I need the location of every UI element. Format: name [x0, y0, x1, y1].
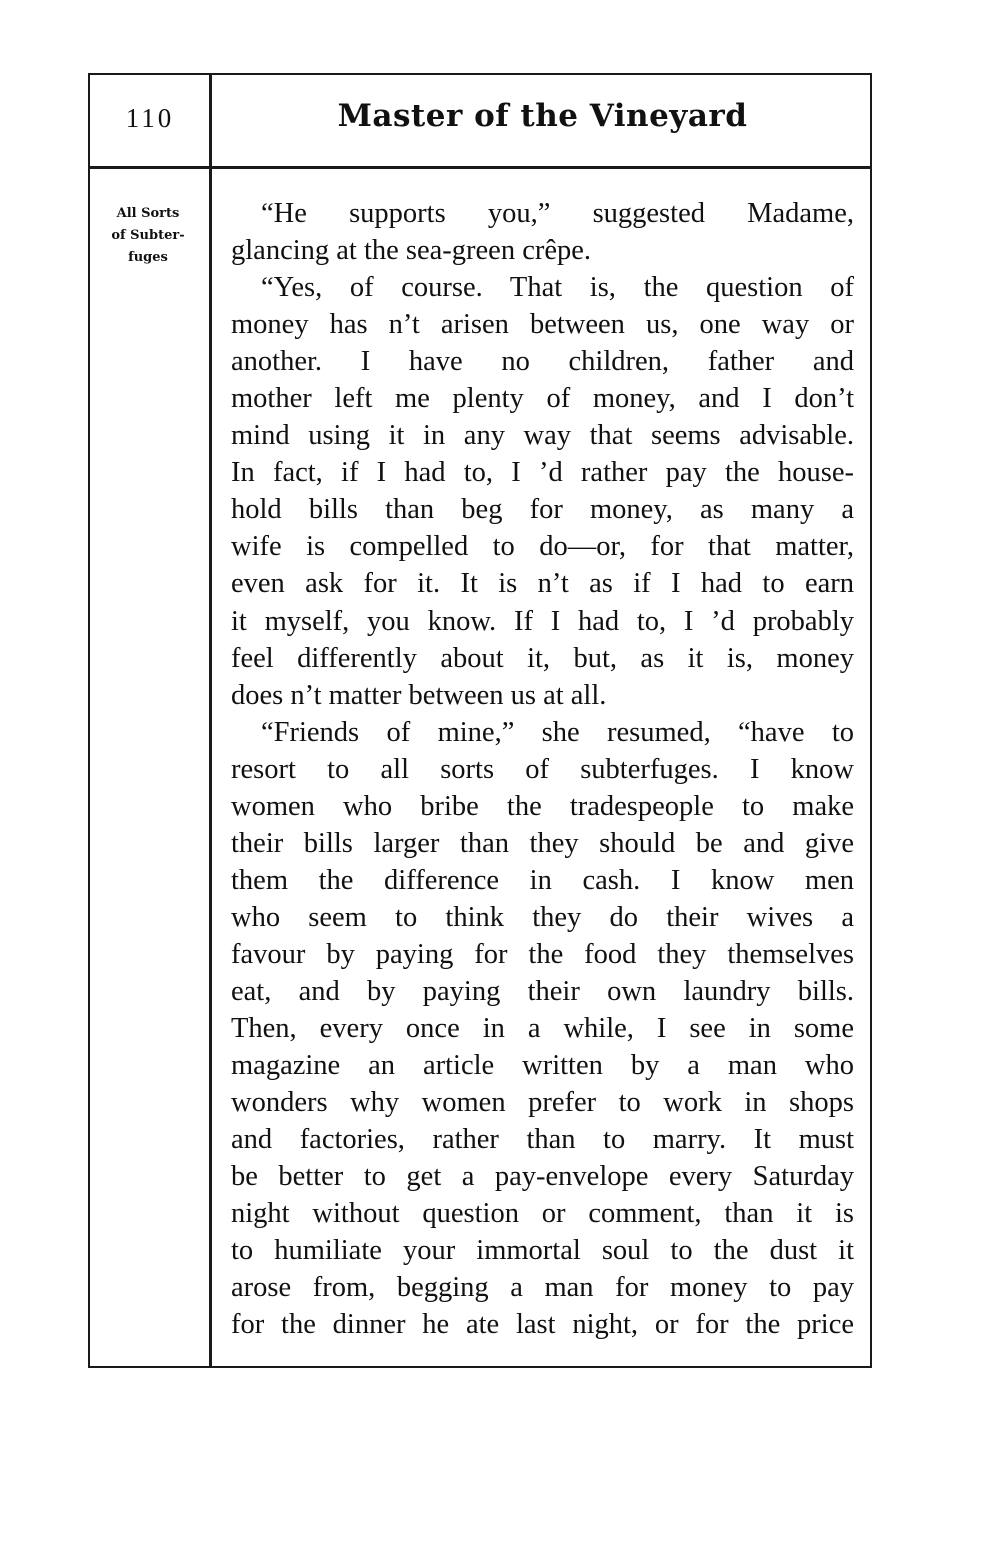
header-divider — [88, 166, 872, 169]
text-line: them the difference in cash. I know men — [231, 864, 854, 896]
text-line: “He supports you,” suggested Madame, — [261, 198, 854, 229]
text-line: wife is compelled to do—or, for that matter, — [231, 531, 854, 563]
text-line: In fact, if I had to, I ’d rather pay the house- — [231, 457, 854, 489]
running-title: Master of the Vineyard — [337, 98, 748, 134]
text-line: another. I have no children, father and — [231, 346, 854, 378]
text-line: even ask for it. It is n’t as if I had to earn — [231, 568, 854, 600]
page-number: 110 — [125, 103, 175, 133]
text-line: their bills larger than they should be and give — [231, 827, 854, 859]
text-line: “Friends of mine,” she resumed, “have to — [261, 716, 854, 748]
sidenote — [90, 203, 206, 269]
text-line: for the dinner he ate last night, or for the price — [231, 1309, 854, 1341]
text-line: “Yes, of course. That is, the question of — [261, 272, 854, 304]
text-line: money has n’t arisen between us, one way or — [231, 309, 854, 341]
text-line: night without question or comment, than it is — [231, 1198, 854, 1230]
sidenote-line: fuges — [128, 250, 168, 265]
text-line: magazine an article written by a man who — [231, 1050, 854, 1082]
text-line: to humiliate your immortal soul to the dust it — [231, 1235, 854, 1267]
text-line: Then, every once in a while, I see in some — [231, 1013, 854, 1045]
text-line: who seem to think they do their wives a — [231, 901, 854, 933]
text-line: eat, and by paying their own laundry bills. — [231, 975, 854, 1007]
text-line: arose from, begging a man for money to pay — [231, 1272, 854, 1304]
text-line: mother left me plenty of money, and I don’t — [231, 383, 854, 415]
text-line: favour by paying for the food they themselves — [231, 938, 854, 970]
text-line: women who bribe the tradespeople to make — [231, 790, 854, 822]
text-line: it myself, you know. If I had to, I ’d probably — [231, 605, 854, 637]
text-line: feel differently about it, but, as it is, money — [231, 642, 854, 674]
text-line: hold bills than beg for money, as many a — [231, 494, 854, 526]
body-text — [231, 195, 854, 1343]
text-line: glancing at the sea-green crêpe. — [231, 235, 592, 267]
text-line: resort to all sorts of subterfuges. I know — [231, 753, 854, 785]
margin-divider — [209, 73, 212, 1368]
text-line: mind using it in any way that seems advisable. — [231, 420, 854, 452]
text-line: and factories, rather than to marry. It must — [231, 1124, 854, 1156]
text-line: be better to get a pay-envelope every Saturday — [231, 1161, 854, 1193]
sidenote-line: of Subter- — [111, 228, 185, 243]
text-line: wonders why women prefer to work in shops — [231, 1087, 854, 1119]
text-line: does n’t matter between us at all. — [231, 679, 607, 711]
sidenote-line: All Sorts — [116, 206, 180, 221]
